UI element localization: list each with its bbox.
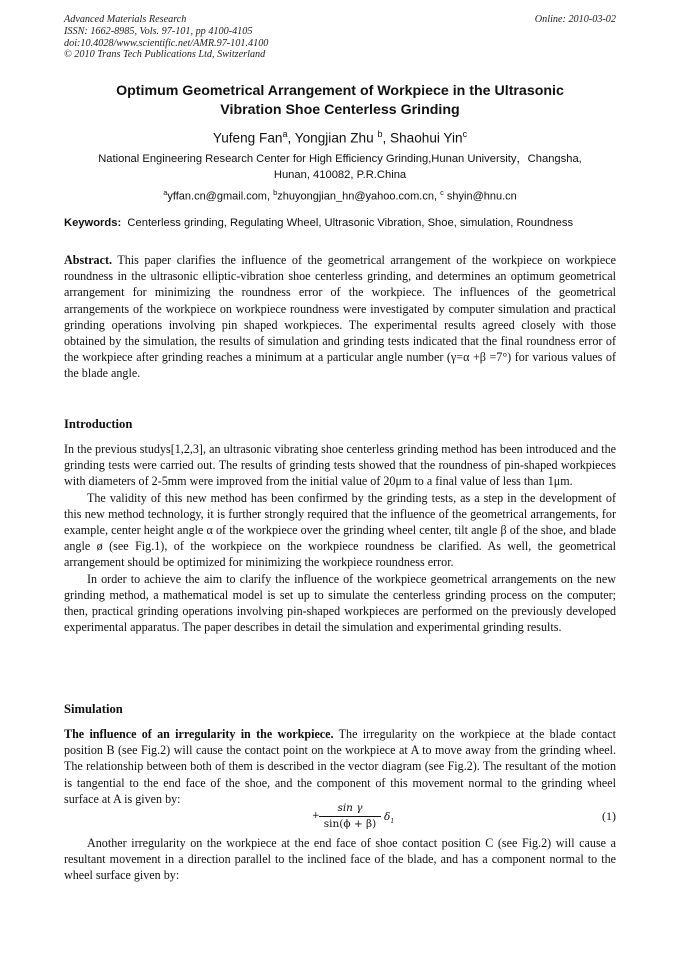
journal-name: Advanced Materials Research: [64, 14, 187, 25]
keywords-text: Centerless grinding, Regulating Wheel, Ultrasonic Vibration, Shoe, simulation, Roundness: [127, 217, 574, 229]
title-line-2: Vibration Shoe Centerless Grinding: [220, 102, 460, 118]
equation-number: (1): [602, 809, 616, 823]
email-address[interactable]: yffan.cn@gmail.com,: [167, 190, 271, 203]
keywords-label: Keywords:: [64, 217, 122, 229]
author-list: Yufeng Fan$^a$, Yongjian Zhu $^b$, Shaohui Yin$^c$: [212, 129, 468, 146]
delta-subscript: 1: [390, 818, 395, 826]
simulation-body: [64, 726, 616, 807]
simulation-heading: Simulation: [64, 702, 123, 716]
email-mark: b: [273, 188, 278, 197]
author-mark: b: [377, 129, 383, 139]
paper-title: [64, 82, 616, 120]
online-date: Online: 2010-03-02: [534, 14, 616, 25]
equation-denominator: sin(ϕ + β): [323, 818, 377, 830]
intro-paragraph-1: In the previous studys[1,2,3], an ultrasonic vibrating shoe centerless grinding method has been introduced and the grinding tests were carried out. The results of grinding tests showed that the roundness of pin-shaped workpieces with diameters of 2-5mm were improved from the initial value of 20μm to a final value of less than 1μm.: [64, 442, 616, 489]
email-list: [64, 186, 616, 204]
abstract: [64, 252, 616, 382]
keywords: [64, 216, 616, 230]
equation-1: [64, 801, 616, 835]
equation-numerator: sin γ: [337, 802, 363, 814]
simulation-paragraph-2: Another irregularity on the workpiece at the end face of shoe contact position C (see Fig.2) will cause a resultant movement in a direction parallel to the inclined face of the blade, and has a component normal to the wheel surface given by:: [64, 836, 616, 883]
fraction-bar: [319, 816, 381, 817]
affiliation: [64, 151, 616, 183]
affiliation-line-2: Hunan, 410082, P.R.China: [273, 169, 407, 181]
email-mark: a: [163, 188, 168, 197]
introduction-body: [64, 441, 616, 635]
affiliation-line-1: National Engineering Research Center for High Efficiency Grinding,Hunan University，Changsha,: [98, 153, 582, 165]
title-line-1: Optimum Geometrical Arrangement of Workpiece in the Ultrasonic: [116, 83, 564, 99]
journal-copyright: © 2010 Trans Tech Publications Ltd, Switzerland: [64, 49, 266, 61]
email-mark: c: [440, 188, 444, 197]
introduction-heading: Introduction: [64, 417, 133, 431]
author-name: Yongjian Zhu: [294, 130, 374, 146]
intro-paragraph-3: In order to achieve the aim to clarify the influence of the workpiece geometrical arrangements on the new grinding method, a mathematical model is set up to simulate the centerless grinding process on the computer; then, practical grinding operations involving pin-shaped workpieces are performed on the previously developed experimental apparatus. The paper describes in detail the simulation and experimental grinding results.: [64, 571, 616, 635]
journal-doi: doi:10.4028/www.scientific.net/AMR.97-101.4100: [64, 37, 269, 49]
intro-paragraph-2: The validity of this new method has been confirmed by the grinding tests, as a step in the development of this new method technology, it is further strongly required that the influence of the geometrical arrangements, for example, center height angle α of the workpiece over the grinding wheel center, tilt angle β of the shoe, and blade angle ø (see Fig.1), of the workpiece on the workpiece roundness be clarified. As well, the geometrical arrangement should be optimized for minimizing the workpiece roundness error.: [64, 490, 616, 570]
simulation-subheading: The influence of an irregularity in the workpiece.: [64, 727, 334, 741]
author-mark: a: [282, 129, 288, 139]
equation-fraction: [319, 802, 381, 831]
author-name: Yufeng Fan: [212, 130, 283, 146]
equation-delta: [384, 811, 394, 825]
abstract-label: Abstract.: [64, 253, 113, 267]
author-name: Shaohui Yin: [390, 130, 463, 146]
email-address[interactable]: zhuyongjian_hn@yahoo.com.cn,: [277, 190, 438, 203]
delta-symbol: δ: [384, 811, 391, 823]
abstract-text: This paper clarifies the influence of the geometrical arrangement of the workpiece on workpiece roundness in the ultrasonic elliptic-vibration shoe centerless grinding, and determines an optimum geometrical arrangement for minimizing the roundness error of the workpiece. The influences of the geometrical arrangements of the workpiece on workpiece roundness were investigated by computer simulation and practical grinding operations involving pin shaped workpieces. The experimental results agreed closely with those obtained by the simulation, the results of simulation and grinding tests indicated that the final roundness error of the workpiece after grinding reaches a minimum at a particular angle number (γ=α +β =7°) for various values of the blade angle.: [64, 253, 616, 381]
author-mark: c: [462, 129, 468, 139]
email-address[interactable]: shyin@hnu.cn: [446, 190, 517, 203]
simulation-paragraph-1: The irregularity on the workpiece at the blade contact position B (see Fig.2) will cause the contact point on the workpiece at A to move away from the grinding wheel. The relationship between both of them is described in the vector diagram (see Fig.2). The resultant of the motion is tangential to the end face of the shoe, and the component of this movement normal to the grinding wheel surface at A is given by:: [64, 727, 616, 806]
journal-issn: ISSN: 1662-8985, Vols. 97-101, pp 4100-4105: [64, 25, 253, 37]
journal-header: [64, 14, 616, 61]
simulation-body-2: [64, 835, 616, 884]
equation-sign: +: [312, 811, 320, 821]
